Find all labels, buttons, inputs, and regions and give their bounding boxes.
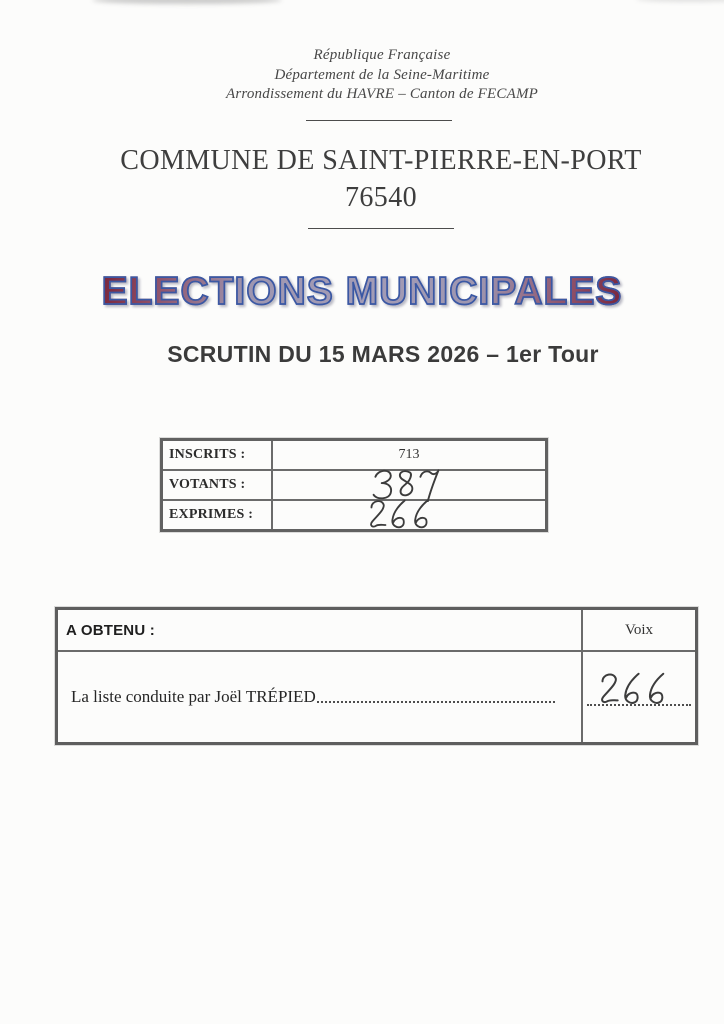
divider-rule [306, 120, 452, 121]
stats-table [160, 438, 548, 532]
scrutin-subtitle: SCRUTIN DU 15 MARS 2026 – 1er Tour [167, 341, 599, 367]
header-departement: Département de la Seine-Maritime [274, 66, 490, 83]
handwritten-266-svg [362, 497, 440, 532]
table-row-inscrits [163, 441, 545, 469]
handwritten-digit-3 [374, 471, 391, 499]
handwritten-digit-6 [625, 674, 638, 703]
document-header [0, 46, 724, 105]
results-table [55, 607, 698, 745]
handwritten-266-voix-svg [593, 670, 677, 708]
inscrits-label: INSCRITS : [163, 441, 273, 469]
commune-name: COMMUNE DE SAINT-PIERRE-EN-PORT [120, 145, 642, 176]
inscrits-value: 713 [398, 447, 420, 462]
scan-artifact [636, 0, 724, 2]
handwritten-digit-8 [400, 471, 413, 495]
voix-column-header: Voix [581, 610, 695, 650]
elections-title [0, 270, 724, 314]
table-row-votants [163, 469, 545, 499]
handwritten-digit-2 [371, 501, 385, 526]
elections-title-text: ELECTIONS MUNICIPALES [101, 270, 623, 313]
handwritten-digit-2 [602, 674, 618, 702]
divider-rule [308, 228, 454, 229]
scan-artifact [92, 0, 282, 4]
voix-cell [581, 652, 695, 742]
commune-title [0, 142, 724, 216]
votants-label: VOTANTS : [163, 471, 273, 499]
exprimes-label: EXPRIMES : [163, 501, 273, 529]
header-republique: République Française [313, 47, 451, 63]
commune-postal-code: 76540 [345, 182, 417, 213]
handwritten-digit-6 [650, 674, 663, 703]
candidate-cell [58, 652, 581, 742]
dotted-leader [317, 701, 555, 703]
handwritten-digit-6 [415, 501, 427, 528]
handwritten-digit-6 [392, 501, 404, 528]
exprimes-value [273, 501, 545, 529]
a-obtenu-label: A OBTENU : [66, 621, 155, 639]
results-table-header [58, 610, 695, 652]
header-arrondissement: Arrondissement du HAVRE – Canton de FECAMP [225, 86, 539, 102]
results-table-row [58, 652, 695, 742]
table-row-exprimes [163, 499, 545, 529]
candidate-label: La liste conduite par Joël TRÉPIED [71, 687, 316, 706]
votants-value [273, 471, 545, 499]
